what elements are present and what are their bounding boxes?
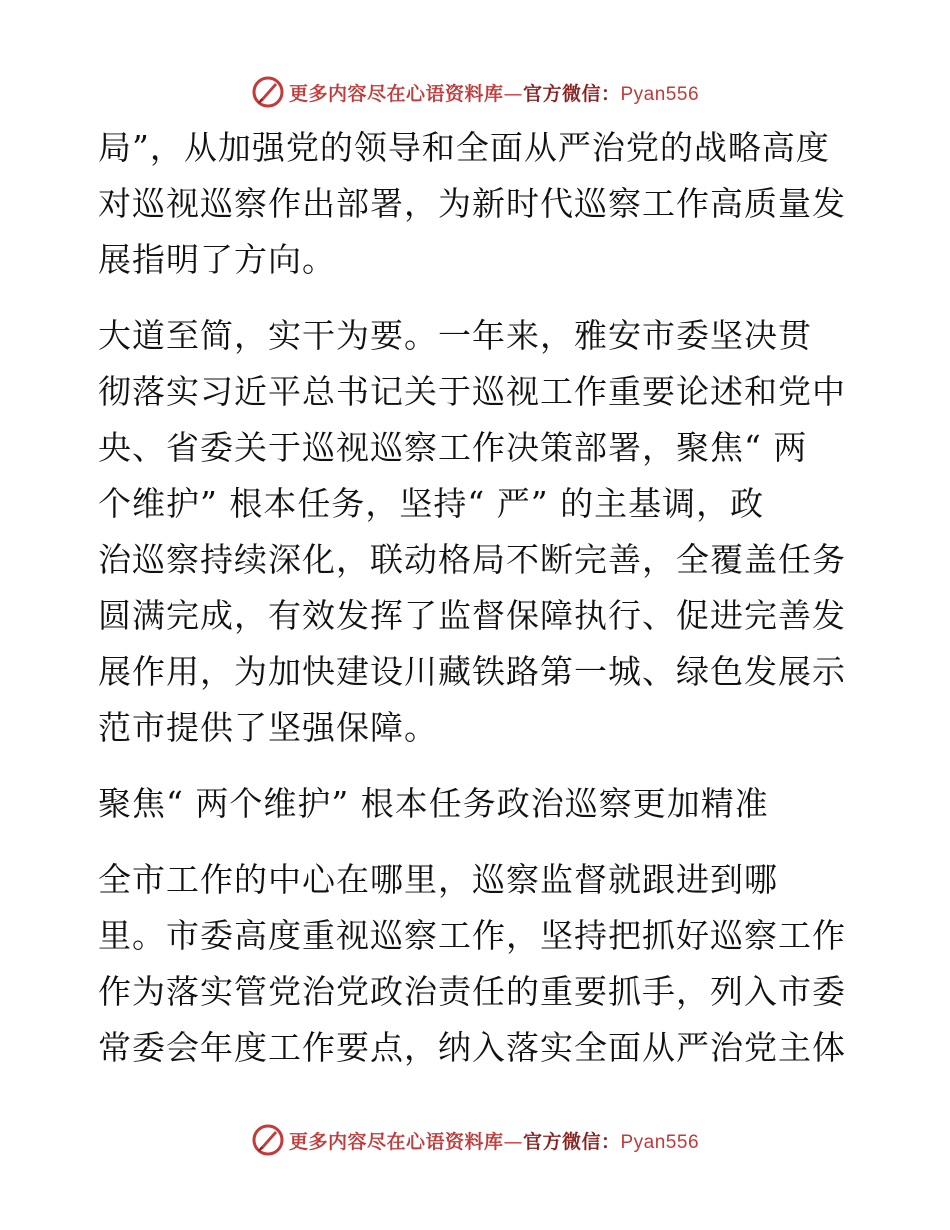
text-line: 作为落实管党治党政治责任的重要抓手，列入市委 [98,972,846,1011]
footer-banner [0,1120,950,1160]
banner-promo: 更多内容尽在心语资料库 [288,82,504,105]
text-line: 展作用，为加快建设川藏铁路第一城、绿色发展示 [98,652,846,691]
text-line: 聚焦“ 两个维护” 根本任务政治巡察更加精准 [98,784,769,823]
banner-text [289,79,699,106]
quill-pen-icon [251,1123,285,1157]
paragraph-3 [98,852,858,1076]
document-body [98,120,858,1096]
text-line: 个维护” 根本任务，坚持“ 严” 的主基调，政 [98,484,765,523]
text-line: 对巡视巡察作出部署，为新时代巡察工作高质量发 [98,184,846,223]
text-line: 局”，从加强党的领导和全面从严治党的战略高度 [98,128,830,167]
text-line: 常委会年度工作要点，纳入落实全面从严治党主体 [98,1028,846,1067]
banner-wechat-handle: Pyan556 [620,83,700,105]
text-line: 彻落实习近平总书记关于巡视工作重要论述和党中 [98,372,846,411]
text-line: 里。市委高度重视巡察工作，坚持把抓好巡察工作 [98,916,846,955]
banner-dash: — [503,1130,523,1153]
banner-wechat-handle: Pyan556 [620,1131,700,1153]
paragraph-2 [98,308,858,756]
quill-pen-icon [251,75,285,109]
text-line: 央、省委关于巡视巡察工作决策部署，聚焦“ 两 [98,428,808,467]
banner-dash: — [503,82,523,105]
text-line: 全市工作的中心在哪里，巡察监督就跟进到哪 [98,860,778,899]
text-line: 圆满完成，有效发挥了监督保障执行、促进完善发 [98,596,846,635]
section-heading [98,776,858,832]
banner-wechat-label: 官方微信： [522,82,621,105]
banner-promo: 更多内容尽在心语资料库 [288,1130,504,1153]
banner-wechat-label: 官方微信： [522,1130,621,1153]
header-banner [0,72,950,112]
text-line: 展指明了方向。 [98,240,336,279]
text-line: 治巡察持续深化，联动格局不断完善，全覆盖任务 [98,540,846,579]
text-line: 大道至简，实干为要。一年来，雅安市委坚决贯 [98,316,812,355]
banner-text [289,1127,699,1154]
text-line: 范市提供了坚强保障。 [98,708,438,747]
paragraph-1 [98,120,858,288]
